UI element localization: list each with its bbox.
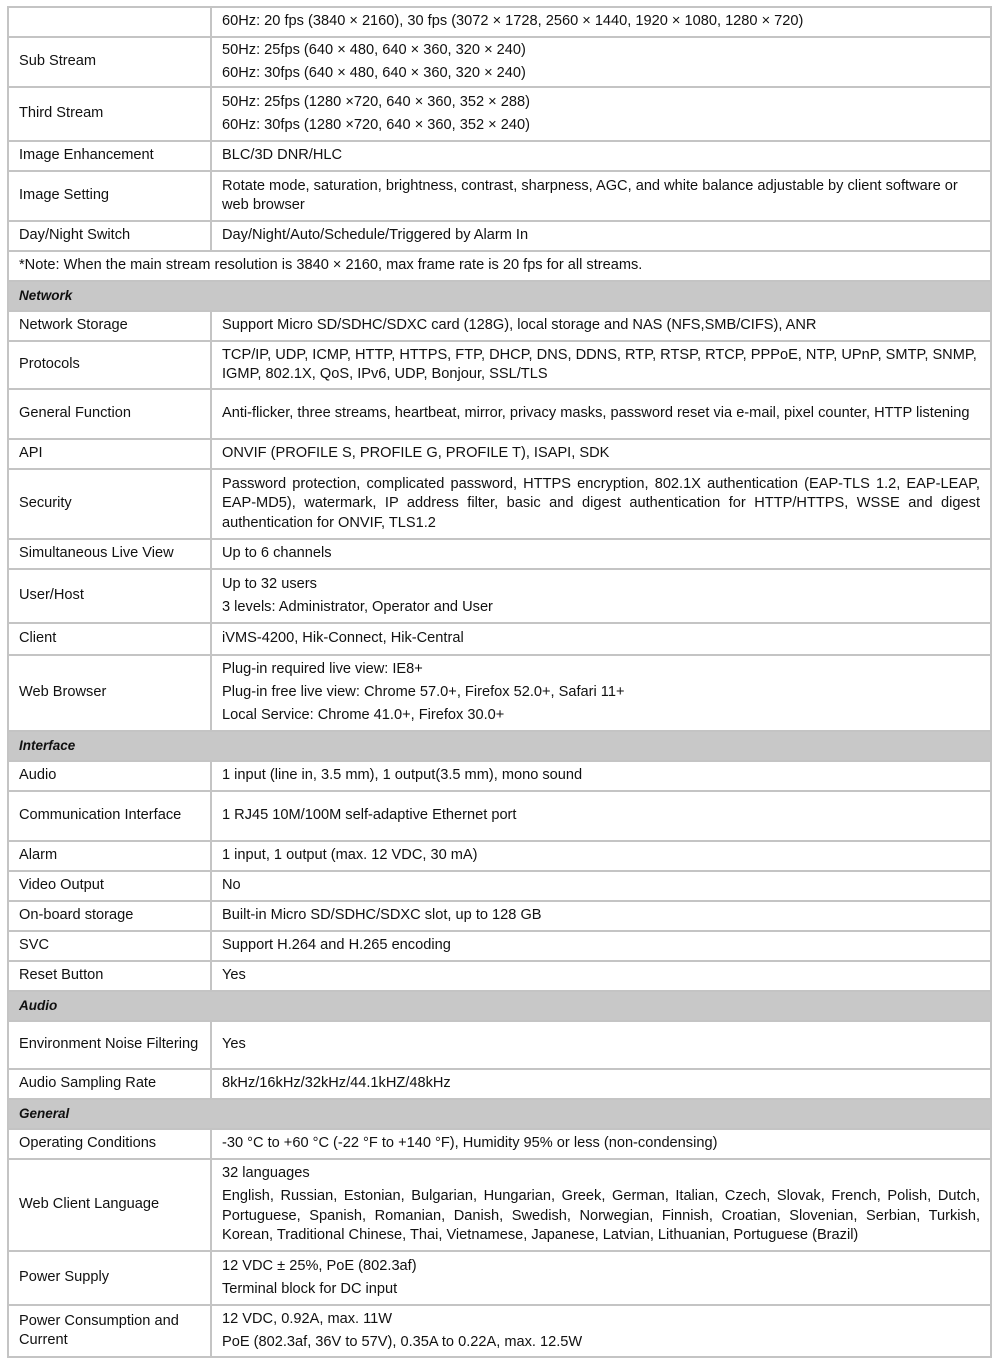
- spec-value: [211, 871, 991, 901]
- note-row: [8, 251, 991, 281]
- spec-row: [8, 1069, 991, 1099]
- spec-label: Network Storage: [8, 311, 211, 341]
- spec-value-line: Password protection, complicated password, HTTPS encryption, 802.1X authentication (EAP-TLS 1.2, EAP-LEAP, EAP-MD5), watermark, IP address filter, basic and digest authentication for HTTP/HTTPS, WSSE and digest authentication for ONVIF, TLS1.2: [222, 475, 980, 531]
- spec-value: [211, 961, 991, 991]
- spec-value-line: Local Service: Chrome 41.0+, Firefox 30.0+: [222, 707, 505, 724]
- spec-row: [8, 341, 991, 389]
- spec-value-line: Plug-in free live view: Chrome 57.0+, Firefox 52.0+, Safari 11+: [222, 684, 625, 701]
- spec-value: [211, 37, 991, 87]
- spec-row: [8, 791, 991, 841]
- spec-value: [211, 389, 991, 439]
- spec-value-line: Rotate mode, saturation, brightness, contrast, sharpness, AGC, and white balance adjustable by client software or web browser: [222, 177, 958, 213]
- spec-label: Environment Noise Filtering: [8, 1021, 211, 1069]
- spec-row: [8, 171, 991, 221]
- spec-row: [8, 1021, 991, 1069]
- spec-value: [211, 341, 991, 389]
- spec-row: [8, 221, 991, 251]
- spec-label: Video Output: [8, 871, 211, 901]
- spec-row: [8, 655, 991, 731]
- section-title: General: [8, 1099, 991, 1129]
- spec-value: [211, 171, 991, 221]
- spec-value-line: Support H.264 and H.265 encoding: [222, 937, 451, 954]
- spec-label: Power Consumption and Current: [8, 1305, 211, 1357]
- spec-value: [211, 931, 991, 961]
- spec-value-line: 3 levels: Administrator, Operator and User: [222, 598, 493, 615]
- spec-value-line: -30 °C to +60 °C (-22 °F to +140 °F), Humidity 95% or less (non-condensing): [222, 1135, 718, 1152]
- spec-label: Audio Sampling Rate: [8, 1069, 211, 1099]
- spec-value-line: TCP/IP, UDP, ICMP, HTTP, HTTPS, FTP, DHCP, DNS, DDNS, RTP, RTSP, RTCP, PPPoE, NTP, UPnP, SMTP, SNMP, IGMP, 802.1X, QoS, IPv6, UDP, Bonjour, SSL/TLS: [222, 346, 977, 382]
- spec-row: [8, 1159, 991, 1251]
- spec-value-line: Day/Night/Auto/Schedule/Triggered by Alarm In: [222, 227, 529, 244]
- spec-value-line: Anti-flicker, three streams, heartbeat, mirror, privacy masks, password reset via e-mail, pixel counter, HTTP listening: [222, 405, 970, 422]
- spec-value: [211, 1129, 991, 1159]
- section-title: Audio: [8, 991, 991, 1021]
- spec-label: Client: [8, 623, 211, 655]
- spec-value: [211, 1069, 991, 1099]
- spec-row: [8, 841, 991, 871]
- spec-label: Web Browser: [8, 655, 211, 731]
- spec-label: Communication Interface: [8, 791, 211, 841]
- spec-row: [8, 569, 991, 623]
- spec-value: [211, 1251, 991, 1305]
- spec-value: [211, 655, 991, 731]
- spec-row: [8, 931, 991, 961]
- section-header: [8, 281, 991, 311]
- spec-value: [211, 221, 991, 251]
- spec-value-line: 60Hz: 20 fps (3840 × 2160), 30 fps (3072 × 1728, 2560 × 1440, 1920 × 1080, 1280 × 720): [222, 13, 804, 30]
- spec-row: [8, 761, 991, 791]
- spec-label: Operating Conditions: [8, 1129, 211, 1159]
- spec-value: [211, 539, 991, 569]
- spec-label: Image Enhancement: [8, 141, 211, 171]
- section-title: Network: [8, 281, 991, 311]
- spec-value-line: iVMS-4200, Hik-Connect, Hik-Central: [222, 630, 464, 647]
- spec-value: [211, 1305, 991, 1357]
- spec-value-line: 1 input, 1 output (max. 12 VDC, 30 mA): [222, 847, 478, 864]
- spec-row: [8, 1251, 991, 1305]
- spec-value-line: 8kHz/16kHz/32kHz/44.1kHZ/48kHz: [222, 1075, 451, 1092]
- spec-label: Image Setting: [8, 171, 211, 221]
- spec-row: [8, 141, 991, 171]
- spec-label: Third Stream: [8, 87, 211, 141]
- spec-row: [8, 1129, 991, 1159]
- spec-value-line: ONVIF (PROFILE S, PROFILE G, PROFILE T), ISAPI, SDK: [222, 445, 610, 462]
- spec-value-line: Up to 32 users: [222, 575, 317, 592]
- spec-label: Protocols: [8, 341, 211, 389]
- spec-row: [8, 37, 991, 87]
- spec-label: Simultaneous Live View: [8, 539, 211, 569]
- spec-value-line: 1 RJ45 10M/100M self-adaptive Ethernet port: [222, 807, 517, 824]
- spec-value: [211, 623, 991, 655]
- spec-value-line: 50Hz: 25fps (640 × 480, 640 × 360, 320 × 240): [222, 41, 526, 58]
- section-header: [8, 1099, 991, 1129]
- spec-label: API: [8, 439, 211, 469]
- note-text: *Note: When the main stream resolution is 3840 × 2160, max frame rate is 20 fps for all streams.: [8, 251, 991, 281]
- spec-row: [8, 7, 991, 37]
- spec-label: User/Host: [8, 569, 211, 623]
- spec-value-line: Yes: [222, 967, 246, 984]
- spec-value-line: Support Micro SD/SDHC/SDXC card (128G), local storage and NAS (NFS,SMB/CIFS), ANR: [222, 317, 817, 334]
- spec-value: [211, 901, 991, 931]
- spec-value-line: BLC/3D DNR/HLC: [222, 147, 343, 164]
- spec-value: [211, 1159, 991, 1251]
- spec-label: Alarm: [8, 841, 211, 871]
- spec-row: [8, 623, 991, 655]
- spec-value-line: PoE (802.3af, 36V to 57V), 0.35A to 0.22A, max. 12.5W: [222, 1333, 583, 1350]
- section-header: [8, 991, 991, 1021]
- spec-value: [211, 141, 991, 171]
- spec-value-line: Terminal block for DC input: [222, 1280, 398, 1297]
- spec-value-line: 60Hz: 30fps (640 × 480, 640 × 360, 320 × 240): [222, 64, 526, 81]
- spec-value: [211, 569, 991, 623]
- spec-row: [8, 871, 991, 901]
- spec-value-line: Built-in Micro SD/SDHC/SDXC slot, up to 128 GB: [222, 907, 542, 924]
- spec-value-line: No: [222, 877, 241, 894]
- spec-value-line: 1 input (line in, 3.5 mm), 1 output(3.5 mm), mono sound: [222, 767, 583, 784]
- spec-value: [211, 7, 991, 37]
- spec-value-line: Up to 6 channels: [222, 545, 332, 562]
- spec-row: [8, 439, 991, 469]
- spec-table: [7, 6, 992, 1358]
- spec-value-line: 60Hz: 30fps (1280 ×720, 640 × 360, 352 × 240): [222, 116, 530, 133]
- spec-label: On-board storage: [8, 901, 211, 931]
- spec-row: [8, 311, 991, 341]
- spec-value-line: 12 VDC ± 25%, PoE (802.3af): [222, 1257, 417, 1274]
- spec-row: [8, 901, 991, 931]
- spec-value: [211, 469, 991, 539]
- spec-row: [8, 87, 991, 141]
- spec-label: Power Supply: [8, 1251, 211, 1305]
- spec-value: [211, 439, 991, 469]
- spec-value: [211, 87, 991, 141]
- spec-value: [211, 311, 991, 341]
- spec-row: [8, 1305, 991, 1357]
- section-header: [8, 731, 991, 761]
- spec-value: [211, 791, 991, 841]
- spec-label: Reset Button: [8, 961, 211, 991]
- spec-value: [211, 761, 991, 791]
- spec-label: Audio: [8, 761, 211, 791]
- section-title: Interface: [8, 731, 991, 761]
- spec-label: [8, 7, 211, 37]
- spec-value: [211, 841, 991, 871]
- spec-value-line: 12 VDC, 0.92A, max. 11W: [222, 1310, 393, 1327]
- spec-label: Day/Night Switch: [8, 221, 211, 251]
- spec-label: SVC: [8, 931, 211, 961]
- spec-label: Sub Stream: [8, 37, 211, 87]
- spec-label: Security: [8, 469, 211, 539]
- spec-label: Web Client Language: [8, 1159, 211, 1251]
- spec-value-line: Yes: [222, 1036, 246, 1053]
- spec-value-line: 32 languages: [222, 1165, 310, 1182]
- spec-value: [211, 1021, 991, 1069]
- spec-value-line: English, Russian, Estonian, Bulgarian, Hungarian, Greek, German, Italian, Czech, Slovak, French, Polish, Dutch, Portuguese, Spanish, Romanian, Danish, Swedish, Norwegian, Finnish, Croatian, Slovenian, Serbian, Turkish, Korean, Traditional Chinese, Thai, Vietnamese, Japanese, Latvian, Lithuanian, Portuguese (Brazil): [222, 1188, 980, 1244]
- spec-row: [8, 961, 991, 991]
- spec-value-line: 50Hz: 25fps (1280 ×720, 640 × 360, 352 × 288): [222, 93, 530, 110]
- spec-label: General Function: [8, 389, 211, 439]
- spec-row: [8, 539, 991, 569]
- spec-row: [8, 469, 991, 539]
- spec-row: [8, 389, 991, 439]
- spec-value-line: Plug-in required live view: IE8+: [222, 661, 423, 678]
